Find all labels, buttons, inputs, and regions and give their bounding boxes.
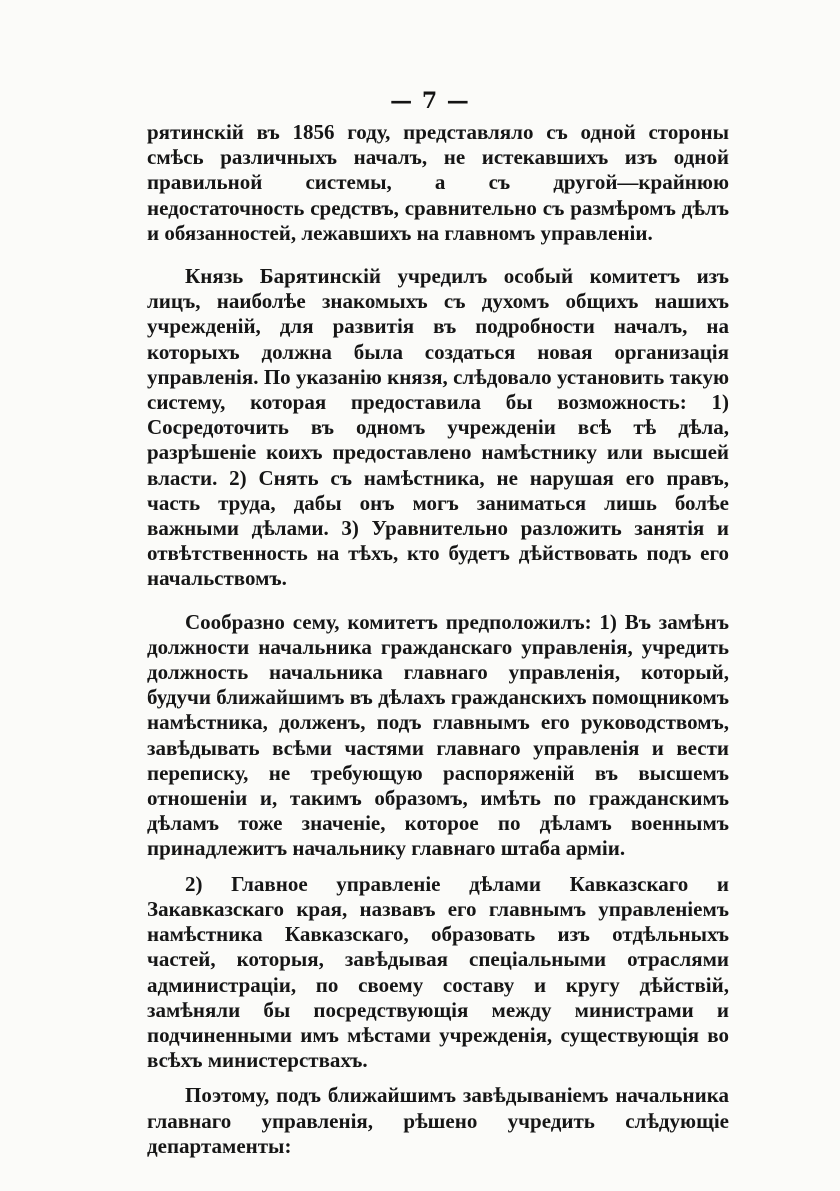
paragraph-1: рятинскій въ 1856 году, представляло съ одной стороны смѣсь различныхъ началъ, не истекавшихъ изъ одной правильной системы, а съ другой—крайнюю недостаточность средствъ, сравнительно съ размѣромъ дѣлъ и обязанностей, лежавшихъ на главномъ управленіи. <box>147 120 729 245</box>
body-text <box>147 120 729 1159</box>
paragraph-3: Сообразно сему, комитетъ предположилъ: 1) Въ замѣнъ должности начальника гражданскаго управленія, учредить должность начальника главнаго управленія, который, будучи ближайшимъ въ дѣлахъ гражданскихъ помощникомъ намѣстника, долженъ, подъ главнымъ его руководствомъ, завѣдывать всѣми частями главнаго управленія и вести переписку, не требующую распоряженій въ высшемъ отношеніи и, такимъ образомъ, имѣть по гражданскимъ дѣламъ тоже значеніе, которое по дѣламъ военнымъ принадлежитъ начальнику главнаго штаба арміи. <box>147 609 729 861</box>
paragraph-2: Князь Барятинскій учредилъ особый комитетъ изъ лицъ, наиболѣе знакомыхъ съ духомъ общихъ нашихъ учрежденій, для развитія въ подробности началъ, на которыхъ должна была создаться новая организація управленія. По указанію князя, слѣдовало установить такую систему, которая предоставила бы возможность: 1) Сосредоточить въ одномъ учрежденіи всѣ тѣ дѣла, разрѣшеніе коихъ предоставлено намѣстнику или высшей власти. 2) Снять съ намѣстника, не нарушая его правъ, часть труда, дабы онъ могъ заниматься лишь болѣе важными дѣлами. 3) Уравнительно разложить занятія и отвѣтственность на тѣхъ, кто будетъ дѣйствовать подъ его начальствомъ. <box>147 264 729 591</box>
paragraph-4: 2) Главное управленіе дѣлами Кавказскаго и Закавказскаго края, назвавъ его главнымъ управленіемъ намѣстника Кавказскаго, образовать изъ отдѣльныхъ частей, которыя, завѣдывая спеціальными отраслями администраціи, по своему составу и кругу дѣйствій, замѣняли бы посредствующія между министрами и подчиненными имъ мѣстами учрежденія, существующія во всѣхъ министерствахъ. <box>147 871 729 1073</box>
paragraph-5: Поэтому, подъ ближайшимъ завѣдываніемъ начальника главнаго управленія, рѣшено учредить слѣдующіе департаменты: <box>147 1083 729 1158</box>
page-number: — 7 — <box>390 88 470 114</box>
